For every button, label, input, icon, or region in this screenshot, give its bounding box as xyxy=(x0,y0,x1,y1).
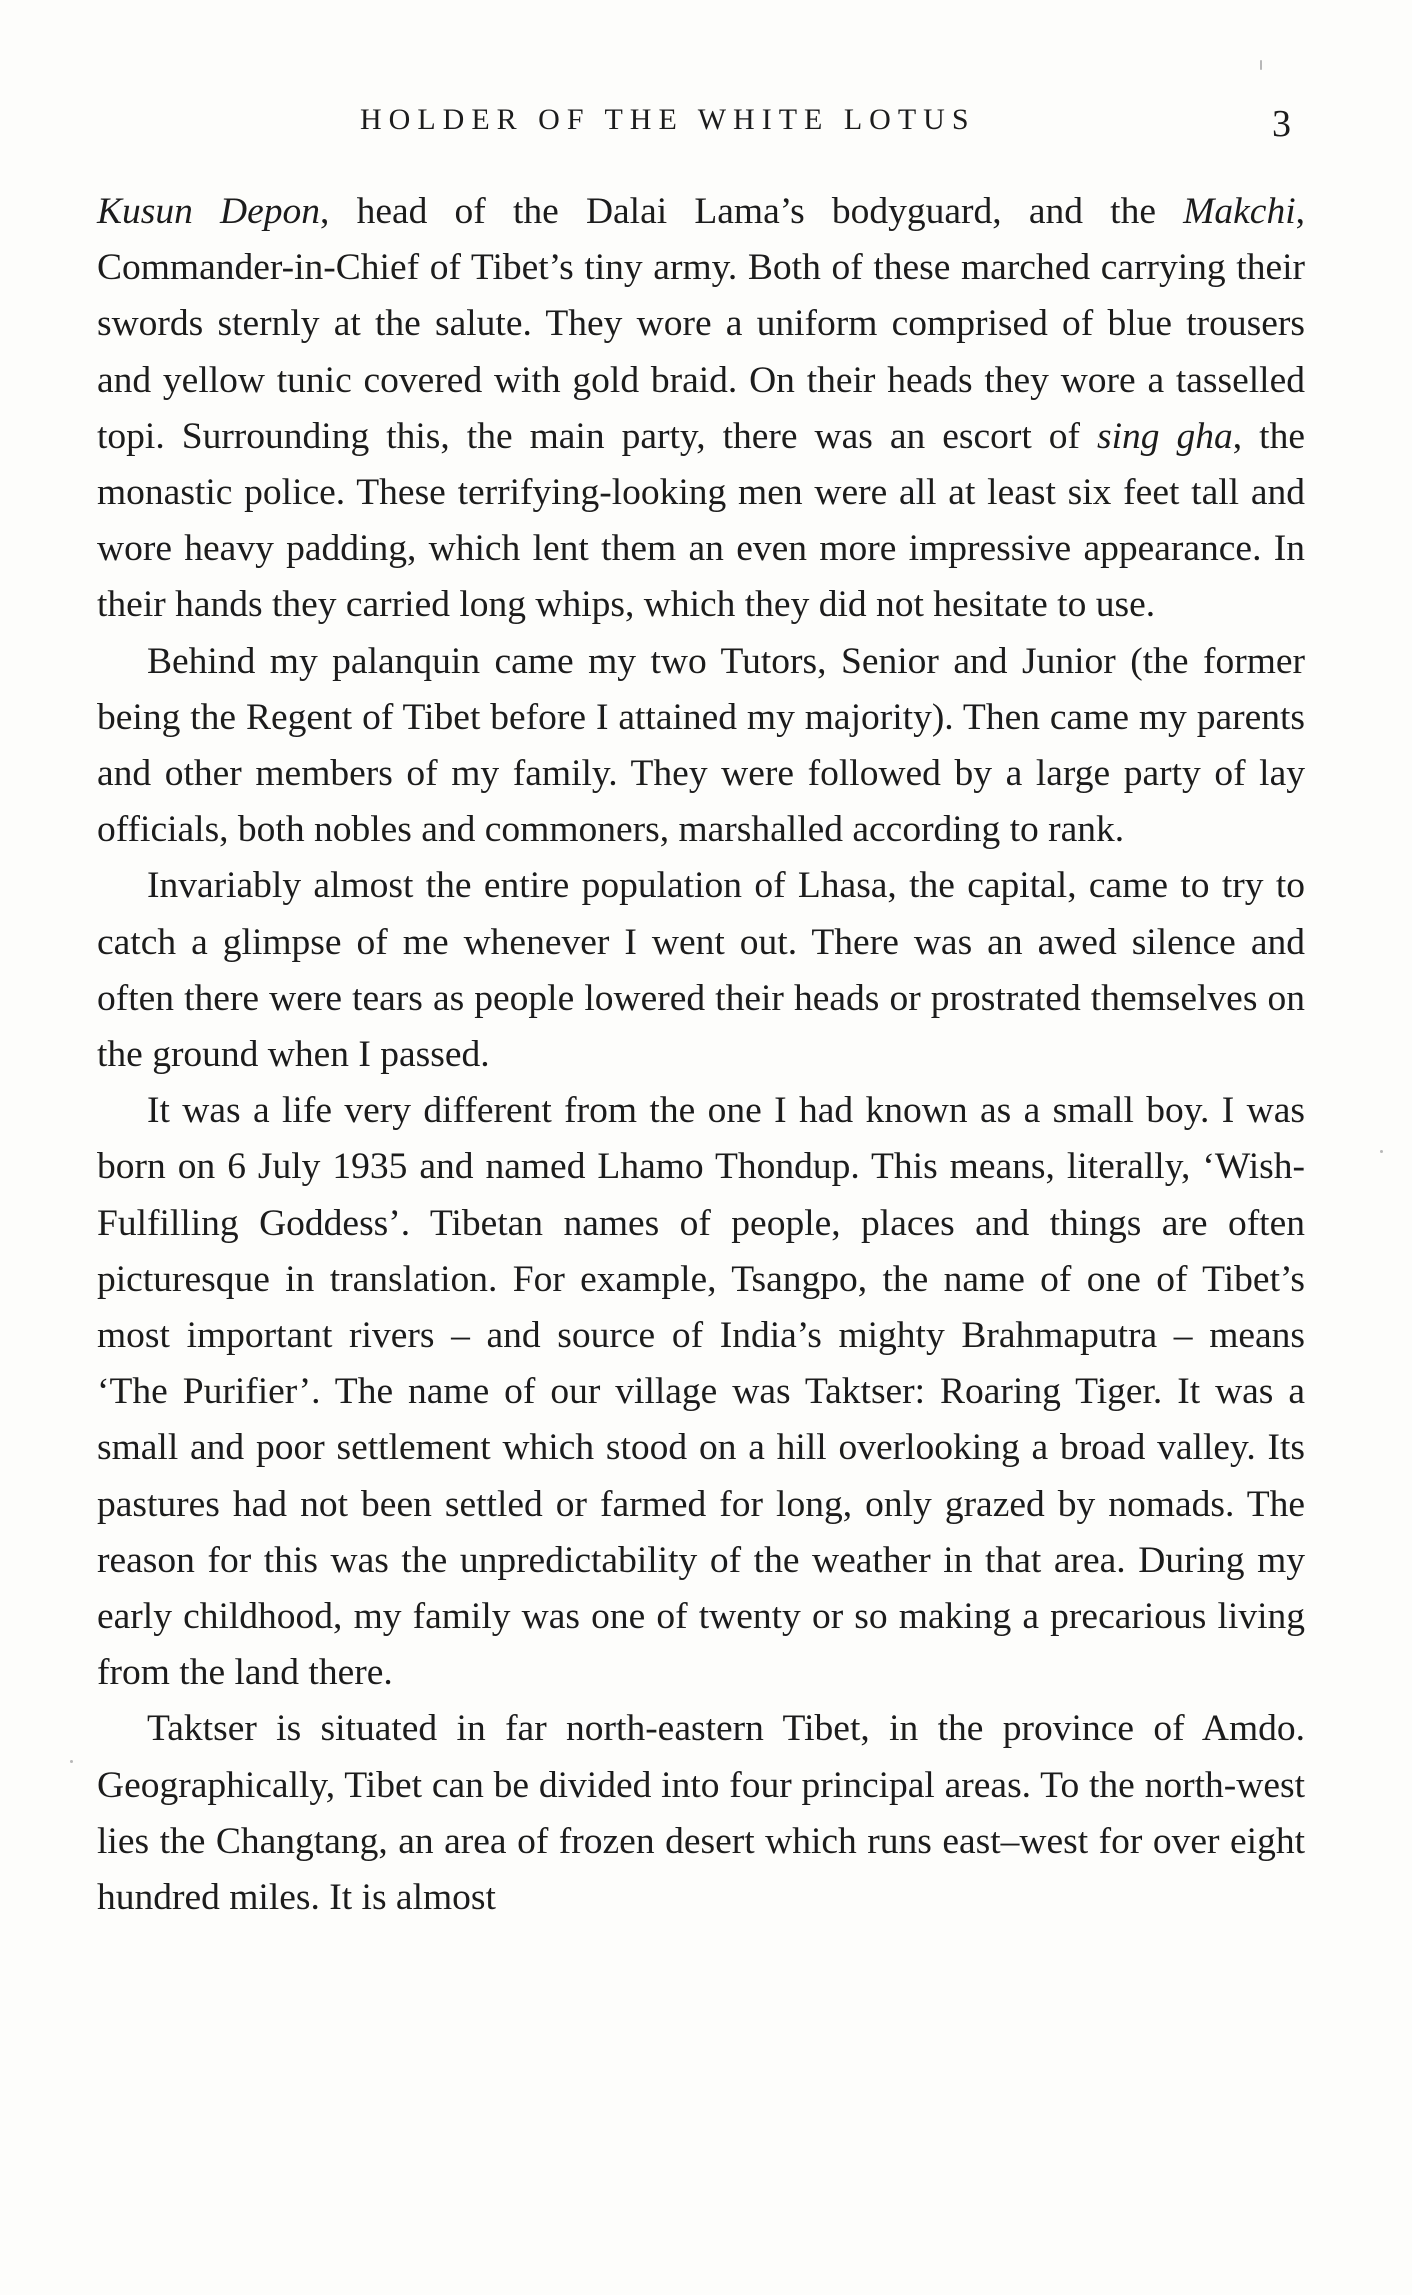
paper-speck xyxy=(1260,60,1262,70)
text-span: It was a life very different from the one I had known as a small boy. I was born on 6 July 1935 and named Lhamo Thondup. This means, literally, ‘Wish-Fulfilling Goddess’. Tibetan names of people, places and things are often picturesque in translation. For example, Tsangpo, the name of one of Tibet’s most important rivers – and source of India’s mighty Brahmaputra – means ‘The Purifier’. The name of our village was Taktser: Roaring Tiger. It was a small and poor settlement which stood on a hill overlooking a broad valley. Its pastures had not been settled or farmed for long, only grazed by nomads. The reason for this was the unpredictability of the weather in that area. During my early childhood, my family was one of twenty or so making a precarious living from the land there. xyxy=(97,1090,1305,1694)
running-title: HOLDER OF THE WHITE LOTUS xyxy=(360,103,976,136)
text-span: , head of the Dalai Lama’s bodyguard, and the xyxy=(320,191,1184,232)
running-head xyxy=(0,95,1412,145)
paragraph xyxy=(97,1701,1305,1926)
term-sing-gha: sing gha xyxy=(1097,415,1233,457)
term-kusun-depon: Kusun Depon xyxy=(97,191,321,232)
term-makchi: Makchi xyxy=(1183,191,1296,232)
text-span: , Commander-in-Chief of Tibet’s tiny army. Both of these marched carrying their swords sternly at the salute. They wore a uniform comprised of blue trousers and yellow tunic covered with gold braid. On their heads they wore a tasselled topi. Surrounding this, the main party, there was an escort of xyxy=(97,191,1305,457)
paragraph xyxy=(97,634,1305,859)
body-text xyxy=(97,184,1305,1926)
text-span: Invariably almost the entire population of Lhasa, the capital, came to try to catch a glimpse of me whenever I went out. There was an awed silence and often there were tears as people lowered their heads or prostrated themselves on the ground when I passed. xyxy=(97,865,1305,1076)
paragraph xyxy=(97,184,1305,634)
text-span: Taktser is situated in far north-eastern Tibet, in the province of Amdo. Geographically, Tibet can be divided into four principal areas. To the north-west lies the Changtang, an area of frozen desert which runs east–west for over eight hundred miles. It is almost xyxy=(97,1708,1305,1919)
page-number: 3 xyxy=(1272,103,1291,145)
paper-speck xyxy=(70,1760,73,1763)
paragraph xyxy=(97,1083,1305,1701)
paragraph xyxy=(97,858,1305,1083)
paper-speck xyxy=(1380,1150,1383,1153)
text-span: Behind my palanquin came my two Tutors, Senior and Junior (the former being the Regent of Tibet before I attained my majority). Then came my parents and other members of my family. They were followed by a large party of lay officials, both nobles and commoners, marshalled according to rank. xyxy=(97,640,1305,851)
text-span: , the monastic police. These terrifying-looking men were all at least six feet tall and wore heavy padding, which lent them an even more impressive appearance. In their hands they carried long whips, which they did not hesitate to use. xyxy=(97,415,1305,626)
